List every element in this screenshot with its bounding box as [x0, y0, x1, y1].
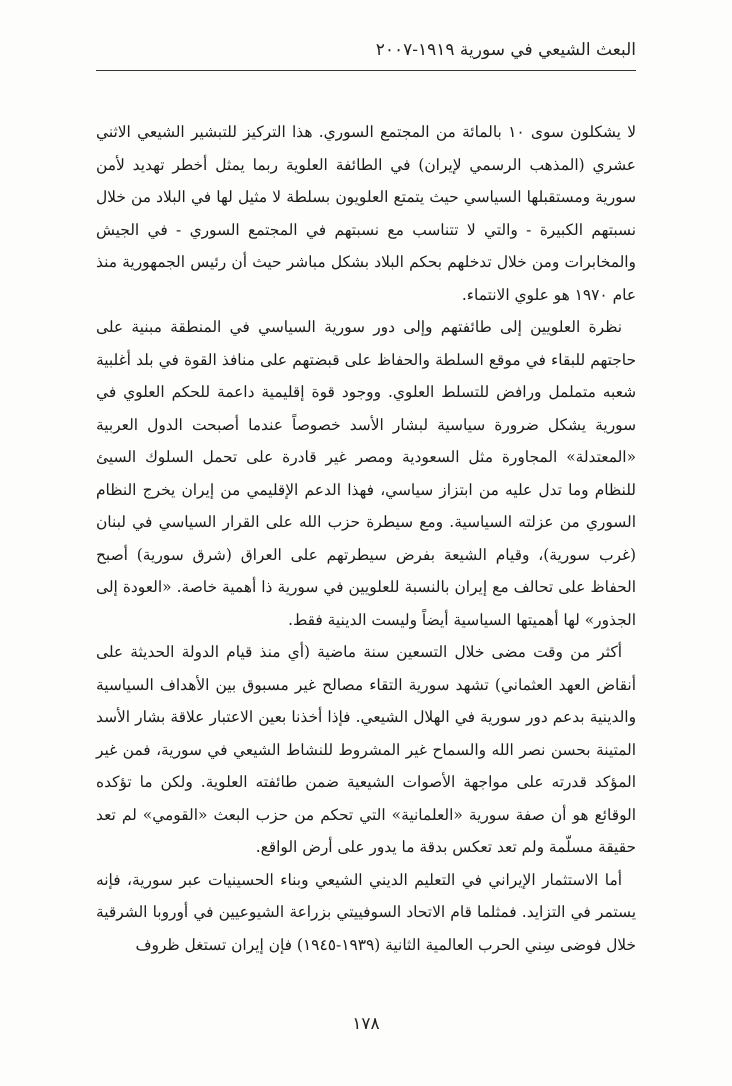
paragraph-3: أكثر من وقت مضى خلال التسعين سنة ماضية (أي منذ قيام الدولة الحديثة على أنقاض العهد العثماني) تشهد سورية التقاء مصالح غير مسبوق بين الأهداف السياسية والدينية بدعم دور سورية في الهلال الشيعي. فإذا أخذنا بعين الاعتبار علاقة بشار الأسد المتينة بحسن نصر الله والسماح غير المشروط للنشاط الشيعي في سورية، فمن غير المؤكد قدرته على مواجهة الأصوات الشيعية ضمن طائفته العلوية. ولكن ما تؤكده الوقائع هو أن صفة سورية «العلمانية» التي تحكم من حزب البعث «القومي» لم تعد حقيقة مسلّمة ولم تعد تعكس بدقة ما يدور على أرض الواقع. — [96, 643, 636, 856]
header-divider — [96, 70, 636, 71]
page-number: ١٧٨ — [352, 1014, 380, 1034]
paragraph-1: لا يشكلون سوى ١٠ بالمائة من المجتمع السوري. هذا التركيز للتبشير الشيعي الاثني عشري (المذهب الرسمي لإيران) في الطائفة العلوية ربما يمثل أخطر تهديد لأمن سورية ومستقبلها السياسي حيث يتمتع العلويون بسلطة لا مثيل لها في البلاد من خلال نسبتهم الكبيرة - والتي لا تتناسب مع نسبتهم في المجتمع السوري - في الجيش والمخابرات ومن خلال تدخلهم بحكم البلاد بشكل مباشر حيث أن رئيس الجمهورية منذ عام ١٩٧٠ هو علوي الانتماء. — [96, 123, 636, 304]
running-header-title: البعث الشيعي في سورية ١٩١٩-٢٠٠٧ — [375, 40, 636, 60]
paragraph-2: نظرة العلويين إلى طائفتهم وإلى دور سورية السياسي في المنطقة مبنية على حاجتهم للبقاء في موقع السلطة والحفاظ على قبضتهم على منافذ القوة في بلد أغلبية شعبه متململ ورافض للتسلط العلوي. ووجود قوة إقليمية داعمة للحكم العلوي في سورية يشكل ضرورة سياسية لبشار الأسد خصوصاً عندما أصبحت الدول العربية «المعتدلة» المجاورة مثل السعودية ومصر غير قادرة على تحمل السلوك السيئ للنظام وما تدل عليه من ابتزاز سياسي، فهذا الدعم الإقليمي من إيران يخرج النظام السوري من عزلته السياسية. ومع سيطرة حزب الله على القرار السياسي في لبنان (غرب سورية)، وقيام الشيعة بفرض سيطرتهم على العراق (شرق سورية) أصبح الحفاظ على تحالف مع إيران بالنسبة للعلويين في سورية ذا أهمية خاصة. «العودة إلى الجذور» لها أهميتها السياسية أيضاً وليست الدينية فقط. — [96, 318, 636, 629]
body-text — [96, 116, 636, 961]
paragraph-4: أما الاستثمار الإيراني في التعليم الديني الشيعي وبناء الحسينيات عبر سورية، فإنه يستمر في التزايد. فمثلما قام الاتحاد السوفييتي بزراعة الشيوعيين في أوروبا الشرقية خلال فوضى سِني الحرب العالمية الثانية (١٩٣٩-١٩٤٥) فإن إيران تستغل ظروف — [96, 870, 636, 954]
